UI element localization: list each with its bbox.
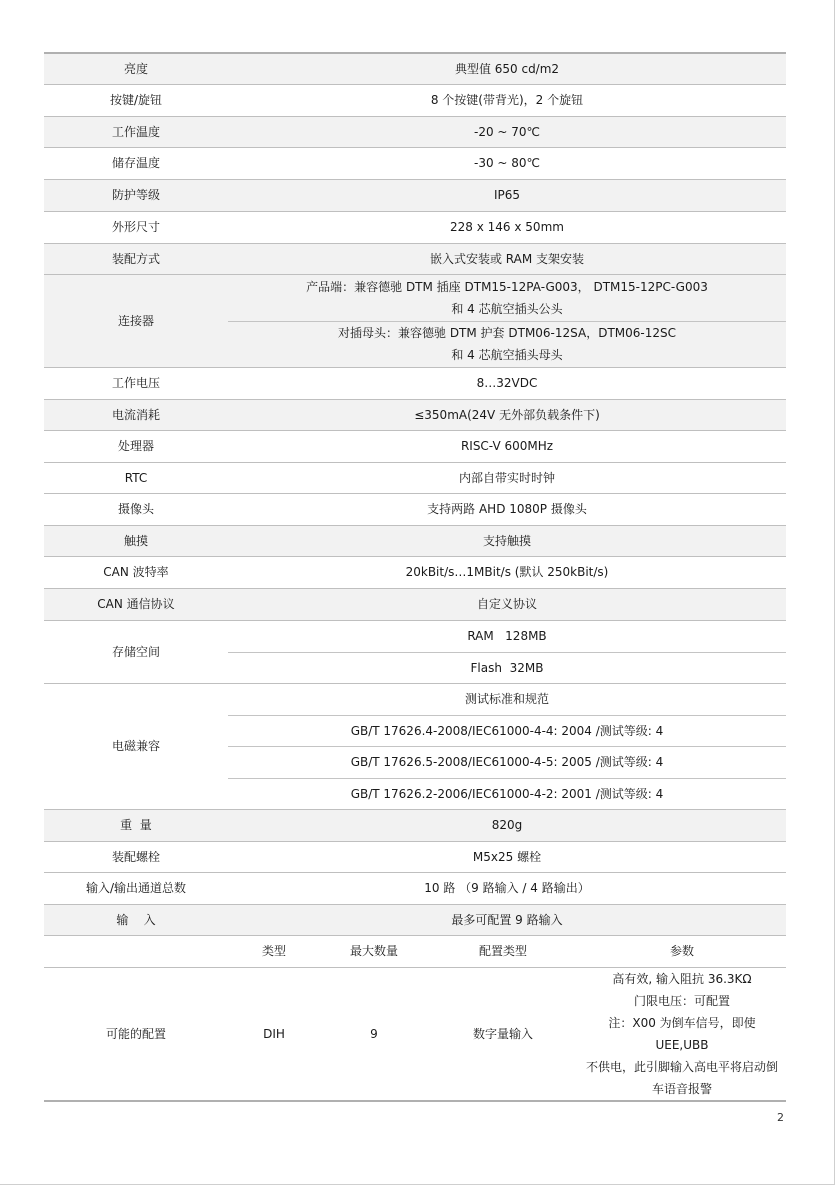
voltage-value: 8…32VDC	[228, 367, 786, 399]
input-label: 输 入	[44, 904, 228, 935]
camera-label: 摄像头	[44, 493, 228, 525]
keys-label: 按键/旋钮	[44, 84, 228, 116]
connector-mating-line2: 和 4 芯航空插头母头	[451, 348, 563, 362]
store-temp-value: -30 ~ 80℃	[228, 147, 786, 179]
can-baud-value: 20kBit/s…1MBit/s (默认 250kBit/s)	[228, 556, 786, 588]
storage-label: 存储空间	[44, 620, 228, 683]
mounting-value: 嵌入式安装或 RAM 支架安装	[228, 243, 786, 274]
rtc-value: 内部自带实时时钟	[228, 462, 786, 493]
size-value: 228 x 146 x 50mm	[228, 211, 786, 243]
camera-value: 支持两路 AHD 1080P 摄像头	[228, 493, 786, 525]
brightness-value: 典型值 650 cd/m2	[228, 53, 786, 84]
current-label: 电流消耗	[44, 399, 228, 430]
brightness-label: 亮度	[44, 53, 228, 84]
can-proto-label: CAN 通信协议	[44, 588, 228, 620]
config-param-line: 车语音报警	[651, 1081, 712, 1096]
cpu-value: RISC-V 600MHz	[228, 430, 786, 462]
storage-flash: Flash 32MB	[228, 652, 786, 683]
weight-value: 820g	[228, 809, 786, 841]
touch-label: 触摸	[44, 525, 228, 556]
emc-standard-2: GB/T 17626.5-2008/IEC61000-4-5: 2005 /测试等级: 4	[228, 746, 786, 778]
connector-product-line1: 产品端：兼容德驰 DTM 插座 DTM15-12PA-G003， DTM15-12PC-G003	[306, 279, 708, 294]
config-row-label: 可能的配置	[44, 967, 228, 1101]
op-temp-value: -20 ~ 70℃	[228, 116, 786, 147]
bolt-value: M5x25 螺栓	[228, 841, 786, 872]
store-temp-label: 储存温度	[44, 147, 228, 179]
connector-product	[228, 274, 786, 321]
config-header-blank	[44, 935, 228, 967]
rtc-label: RTC	[44, 462, 228, 493]
protection-value: IP65	[228, 179, 786, 211]
bolt-label: 装配螺栓	[44, 841, 228, 872]
mounting-label: 装配方式	[44, 243, 228, 274]
page-number: 2	[777, 1111, 784, 1124]
config-param-line: 门限电压：可配置	[633, 993, 730, 1008]
can-baud-label: CAN 波特率	[44, 556, 228, 588]
protection-label: 防护等级	[44, 179, 228, 211]
config-row-max: 9	[320, 967, 428, 1101]
config-header-param: 参数	[578, 935, 786, 967]
input-value: 最多可配置 9 路输入	[228, 904, 786, 935]
storage-ram: RAM 128MB	[228, 620, 786, 652]
current-value: ≤350mA(24V 无外部负载条件下)	[228, 399, 786, 430]
emc-label: 电磁兼容	[44, 683, 228, 809]
weight-label: 重 量	[44, 809, 228, 841]
emc-standard-3: GB/T 17626.2-2006/IEC61000-4-2: 2001 /测试等级: 4	[228, 778, 786, 809]
emc-standard-1: GB/T 17626.4-2008/IEC61000-4-4: 2004 /测试等级: 4	[228, 715, 786, 746]
voltage-label: 工作电压	[44, 367, 228, 399]
config-row-type: DIH	[228, 967, 320, 1101]
config-param-line: 注：X00 为倒车信号，即使 UEE,UBB	[608, 1015, 756, 1052]
config-header-type: 类型	[228, 935, 320, 967]
size-label: 外形尺寸	[44, 211, 228, 243]
config-param-line: 不供电，此引脚输入高电平将启动倒	[585, 1059, 778, 1074]
connector-mating-line1: 对插母头：兼容德驰 DTM 护套 DTM06-12SA，DTM06-12SC	[338, 326, 676, 340]
op-temp-label: 工作温度	[44, 116, 228, 147]
io-total-value: 10 路 （9 路输入 / 4 路输出）	[228, 872, 786, 904]
io-total-label: 输入/输出通道总数	[44, 872, 228, 904]
cpu-label: 处理器	[44, 430, 228, 462]
config-row-cfg: 数字量输入	[428, 967, 578, 1101]
touch-value: 支持触摸	[228, 525, 786, 556]
config-header-max: 最大数量	[320, 935, 428, 967]
config-row-param	[578, 967, 786, 1101]
config-param-line: 高有效, 输入阻抗 36.3KΩ	[612, 971, 752, 986]
emc-header: 测试标准和规范	[228, 683, 786, 715]
connector-mating	[228, 321, 786, 367]
connector-product-line2: 和 4 芯航空插头公头	[451, 301, 563, 316]
config-header-cfg: 配置类型	[428, 935, 578, 967]
keys-value: 8 个按键(带背光)，2 个旋钮	[228, 84, 786, 116]
spec-table	[44, 52, 786, 1102]
can-proto-value: 自定义协议	[228, 588, 786, 620]
connector-label: 连接器	[44, 274, 228, 367]
